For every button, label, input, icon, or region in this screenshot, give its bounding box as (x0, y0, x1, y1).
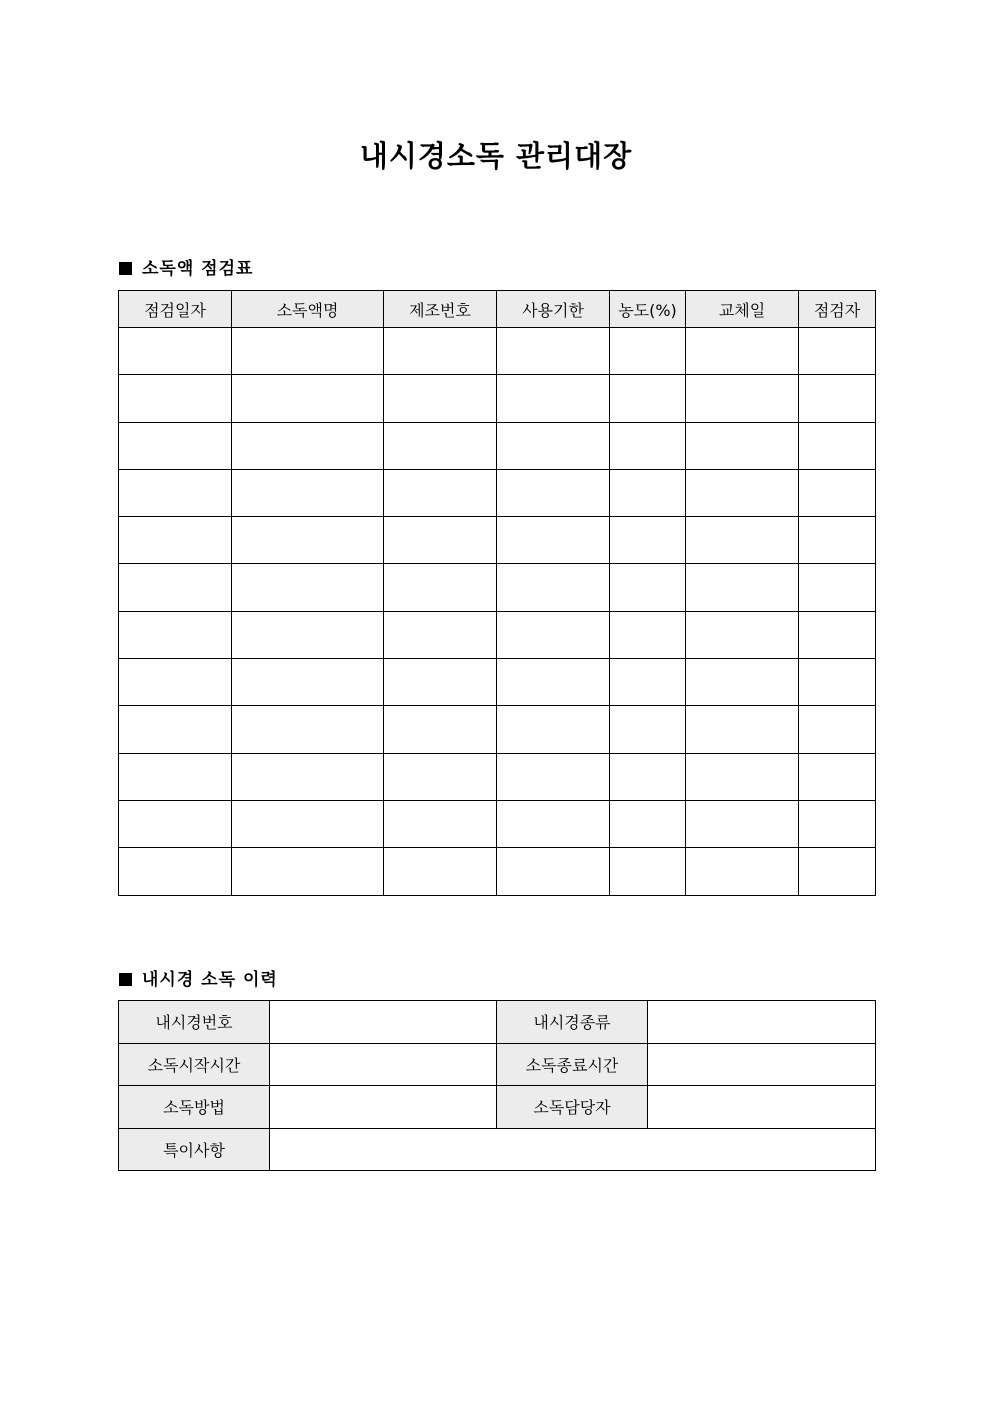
table-cell[interactable] (119, 848, 232, 895)
disinfection-history-table (118, 1000, 876, 1171)
manager-field[interactable] (648, 1086, 876, 1129)
table-cell[interactable] (610, 564, 686, 611)
table-cell[interactable] (610, 375, 686, 422)
table-cell[interactable] (232, 375, 384, 422)
table-cell[interactable] (384, 469, 497, 516)
table-cell[interactable] (610, 422, 686, 469)
table-cell[interactable] (799, 469, 876, 516)
table-cell[interactable] (497, 753, 610, 800)
remarks-field[interactable] (270, 1128, 876, 1171)
table-cell[interactable] (497, 517, 610, 564)
square-bullet-icon (119, 973, 132, 986)
table-row (119, 517, 876, 564)
table-cell[interactable] (119, 800, 232, 847)
table-row (119, 611, 876, 658)
table-cell[interactable] (799, 517, 876, 564)
table-cell[interactable] (497, 611, 610, 658)
column-header: 교체일 (686, 291, 799, 328)
table-cell[interactable] (610, 848, 686, 895)
table-cell[interactable] (610, 659, 686, 706)
table-cell[interactable] (119, 469, 232, 516)
table-row (119, 800, 876, 847)
table-cell[interactable] (686, 517, 799, 564)
table-cell[interactable] (686, 469, 799, 516)
section-heading-disinfection-history: 내시경 소독 이력 (119, 965, 278, 990)
table-cell[interactable] (497, 848, 610, 895)
table-cell[interactable] (610, 753, 686, 800)
table-cell[interactable] (384, 659, 497, 706)
table-cell[interactable] (119, 753, 232, 800)
table-cell[interactable] (799, 706, 876, 753)
scope-number-field[interactable] (270, 1001, 497, 1044)
table-cell[interactable] (686, 848, 799, 895)
table-cell[interactable] (119, 517, 232, 564)
table-cell[interactable] (119, 422, 232, 469)
table-cell[interactable] (799, 328, 876, 375)
table-cell[interactable] (686, 375, 799, 422)
table-cell[interactable] (119, 375, 232, 422)
table-cell[interactable] (384, 611, 497, 658)
table-cell[interactable] (610, 469, 686, 516)
table-cell[interactable] (686, 659, 799, 706)
column-header: 점검일자 (119, 291, 232, 328)
table-cell[interactable] (610, 517, 686, 564)
table-cell[interactable] (232, 659, 384, 706)
table-row (119, 422, 876, 469)
table-cell[interactable] (384, 375, 497, 422)
table-cell[interactable] (119, 706, 232, 753)
square-bullet-icon (119, 262, 132, 275)
table-cell[interactable] (799, 564, 876, 611)
table-row (119, 659, 876, 706)
table-cell[interactable] (384, 564, 497, 611)
end-time-field[interactable] (648, 1043, 876, 1086)
field-label: 내시경번호 (119, 1001, 270, 1044)
table-cell[interactable] (686, 328, 799, 375)
table-cell[interactable] (497, 706, 610, 753)
column-header: 농도(%) (610, 291, 686, 328)
table-cell[interactable] (610, 706, 686, 753)
table-cell[interactable] (119, 659, 232, 706)
table-cell[interactable] (232, 422, 384, 469)
table-cell[interactable] (686, 564, 799, 611)
table-row (119, 375, 876, 422)
table-header-row (119, 291, 876, 328)
table-row (119, 564, 876, 611)
table-row (119, 706, 876, 753)
table-cell[interactable] (686, 800, 799, 847)
table-row (119, 1001, 876, 1044)
table-cell[interactable] (384, 706, 497, 753)
table-cell[interactable] (232, 564, 384, 611)
field-label: 내시경종류 (497, 1001, 648, 1044)
table-cell[interactable] (384, 753, 497, 800)
field-label: 특이사항 (119, 1128, 270, 1171)
table-cell[interactable] (497, 659, 610, 706)
table-cell[interactable] (232, 753, 384, 800)
table-row (119, 753, 876, 800)
section-heading-disinfectant-check: 소독액 점검표 (119, 254, 253, 279)
table-cell[interactable] (497, 469, 610, 516)
field-label: 소독종료시간 (497, 1043, 648, 1086)
table-cell[interactable] (384, 800, 497, 847)
table-cell[interactable] (497, 375, 610, 422)
table-cell[interactable] (610, 800, 686, 847)
column-header: 점검자 (799, 291, 876, 328)
method-field[interactable] (270, 1086, 497, 1129)
scope-type-field[interactable] (648, 1001, 876, 1044)
table-cell[interactable] (384, 328, 497, 375)
table-cell[interactable] (610, 611, 686, 658)
table-cell[interactable] (119, 564, 232, 611)
table-cell[interactable] (119, 611, 232, 658)
table-cell[interactable] (497, 800, 610, 847)
table-row (119, 1128, 876, 1171)
table-cell[interactable] (799, 848, 876, 895)
field-label: 소독시작시간 (119, 1043, 270, 1086)
field-label: 소독방법 (119, 1086, 270, 1129)
table-cell[interactable] (232, 800, 384, 847)
table-cell[interactable] (799, 375, 876, 422)
table-cell[interactable] (497, 564, 610, 611)
table-cell[interactable] (384, 848, 497, 895)
table-row (119, 1086, 876, 1129)
table-cell[interactable] (799, 800, 876, 847)
table-cell[interactable] (799, 422, 876, 469)
table-cell[interactable] (232, 328, 384, 375)
table-cell[interactable] (232, 848, 384, 895)
table-cell[interactable] (384, 517, 497, 564)
table-row (119, 1043, 876, 1086)
table-row (119, 469, 876, 516)
table-cell[interactable] (497, 328, 610, 375)
table-cell[interactable] (799, 659, 876, 706)
table-cell[interactable] (232, 611, 384, 658)
table-cell[interactable] (686, 611, 799, 658)
column-header: 사용기한 (497, 291, 610, 328)
table-cell[interactable] (119, 328, 232, 375)
table-cell[interactable] (799, 611, 876, 658)
field-label: 소독담당자 (497, 1086, 648, 1129)
table-cell[interactable] (232, 517, 384, 564)
table-cell[interactable] (686, 422, 799, 469)
disinfectant-check-table (118, 290, 876, 896)
start-time-field[interactable] (270, 1043, 497, 1086)
column-header: 소독액명 (232, 291, 384, 328)
table-cell[interactable] (610, 328, 686, 375)
page-title: 내시경소독 관리대장 (359, 139, 633, 173)
table-cell[interactable] (384, 422, 497, 469)
column-header: 제조번호 (384, 291, 497, 328)
table-cell[interactable] (232, 706, 384, 753)
table-row (119, 328, 876, 375)
table-cell[interactable] (799, 753, 876, 800)
table-cell[interactable] (497, 422, 610, 469)
table-cell[interactable] (686, 706, 799, 753)
table-cell[interactable] (686, 753, 799, 800)
table-cell[interactable] (232, 469, 384, 516)
table-row (119, 848, 876, 895)
